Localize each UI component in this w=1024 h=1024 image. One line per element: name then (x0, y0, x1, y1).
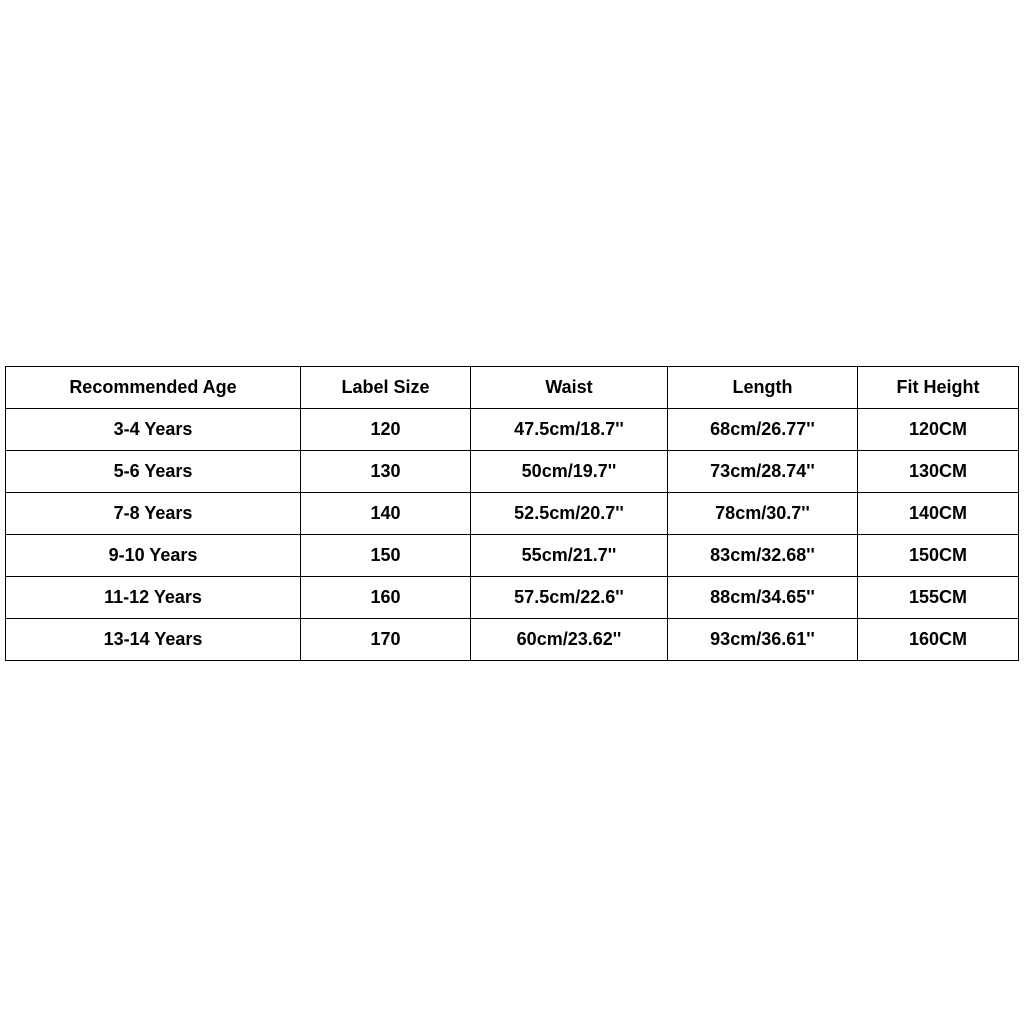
table-row (6, 493, 1019, 535)
cell-fit-height: 155CM (858, 577, 1019, 619)
cell-length: 73cm/28.74'' (668, 451, 858, 493)
cell-label-size: 130 (301, 451, 471, 493)
cell-fit-height: 120CM (858, 409, 1019, 451)
cell-recommended-age: 5-6 Years (6, 451, 301, 493)
cell-waist: 50cm/19.7'' (471, 451, 668, 493)
cell-waist: 52.5cm/20.7'' (471, 493, 668, 535)
cell-fit-height: 160CM (858, 619, 1019, 661)
cell-length: 93cm/36.61'' (668, 619, 858, 661)
cell-recommended-age: 13-14 Years (6, 619, 301, 661)
cell-waist: 47.5cm/18.7'' (471, 409, 668, 451)
header-fit-height: Fit Height (858, 367, 1019, 409)
cell-recommended-age: 3-4 Years (6, 409, 301, 451)
cell-waist: 60cm/23.62'' (471, 619, 668, 661)
table-header-row (6, 367, 1019, 409)
cell-label-size: 120 (301, 409, 471, 451)
cell-length: 88cm/34.65'' (668, 577, 858, 619)
cell-waist: 55cm/21.7'' (471, 535, 668, 577)
cell-label-size: 140 (301, 493, 471, 535)
table-row (6, 577, 1019, 619)
cell-label-size: 170 (301, 619, 471, 661)
cell-recommended-age: 11-12 Years (6, 577, 301, 619)
header-length: Length (668, 367, 858, 409)
cell-fit-height: 150CM (858, 535, 1019, 577)
table-row (6, 451, 1019, 493)
cell-length: 78cm/30.7'' (668, 493, 858, 535)
size-chart-table (5, 366, 1019, 661)
table-row (6, 535, 1019, 577)
header-recommended-age: Recommended Age (6, 367, 301, 409)
cell-length: 68cm/26.77'' (668, 409, 858, 451)
cell-fit-height: 130CM (858, 451, 1019, 493)
cell-waist: 57.5cm/22.6'' (471, 577, 668, 619)
table-row (6, 409, 1019, 451)
cell-label-size: 160 (301, 577, 471, 619)
cell-label-size: 150 (301, 535, 471, 577)
cell-fit-height: 140CM (858, 493, 1019, 535)
header-label-size: Label Size (301, 367, 471, 409)
cell-recommended-age: 9-10 Years (6, 535, 301, 577)
cell-length: 83cm/32.68'' (668, 535, 858, 577)
header-waist: Waist (471, 367, 668, 409)
cell-recommended-age: 7-8 Years (6, 493, 301, 535)
table-row (6, 619, 1019, 661)
